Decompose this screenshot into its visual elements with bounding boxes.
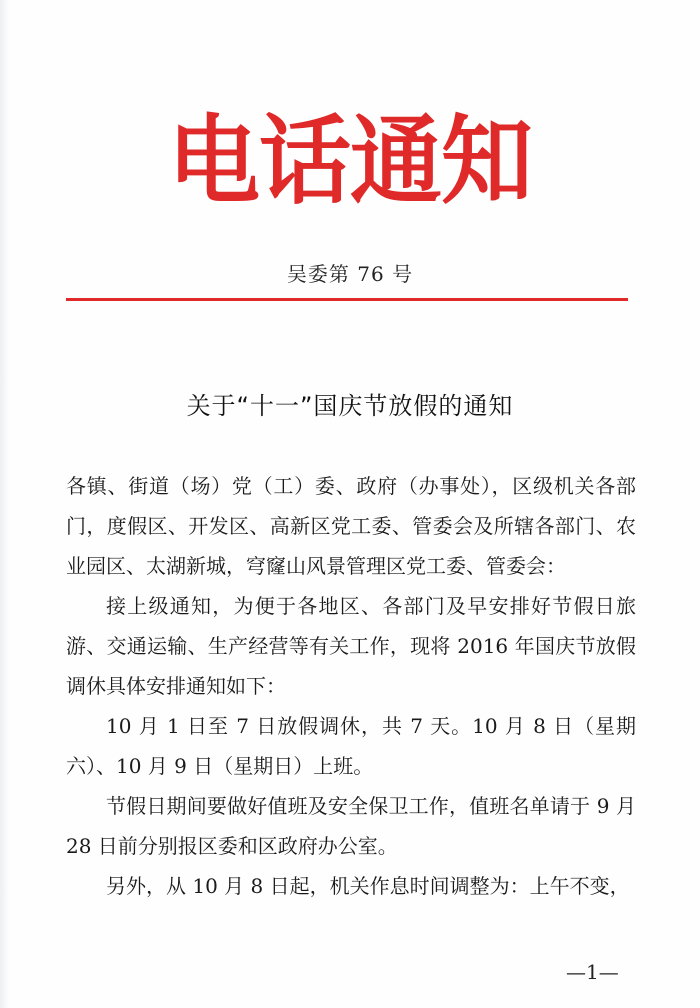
body-paragraph-1: 接上级通知，为便于各地区、各部门及早安排好节假日旅游、交通运输、生产经营等有关工作，现将 2016 年国庆节放假调休具体安排通知如下： bbox=[66, 594, 636, 698]
body-paragraph-2: 10 月 1 日至 7 日放假调休，共 7 天。10 月 8 日（星期六）、10 月 9 日（星期日）上班。 bbox=[66, 714, 636, 778]
header-title-char-1: 电 bbox=[168, 105, 261, 218]
document-number: 吴委第 76 号 bbox=[286, 262, 414, 286]
body-paragraph-3: 节假日期间要做好值班及安全保卫工作，值班名单请于 9 月 28 日前分别报区委和区政府办公室。 bbox=[66, 794, 636, 858]
addressees-paragraph: 各镇、街道（场）党（工）委、政府（办事处），区级机关各部门，度假区、开发区、高新区党工委、管委会及所辖各部门、农业园区、太湖新城，穹窿山风景管理区党工委、管委会： bbox=[66, 474, 636, 578]
header-red-rule bbox=[66, 298, 628, 301]
page-number: —1— bbox=[566, 960, 619, 984]
document-header-title bbox=[0, 105, 700, 218]
header-title-char-3: 通 bbox=[350, 105, 443, 218]
body-paragraph-4: 另外，从 10 月 8 日起，机关作息时间调整为：上午不变， bbox=[106, 874, 630, 898]
document-body bbox=[66, 466, 636, 906]
header-title-char-4: 知 bbox=[441, 105, 534, 218]
header-title-char-2: 话 bbox=[259, 105, 352, 218]
notice-title: 关于“十一”国庆节放假的通知 bbox=[186, 392, 514, 420]
